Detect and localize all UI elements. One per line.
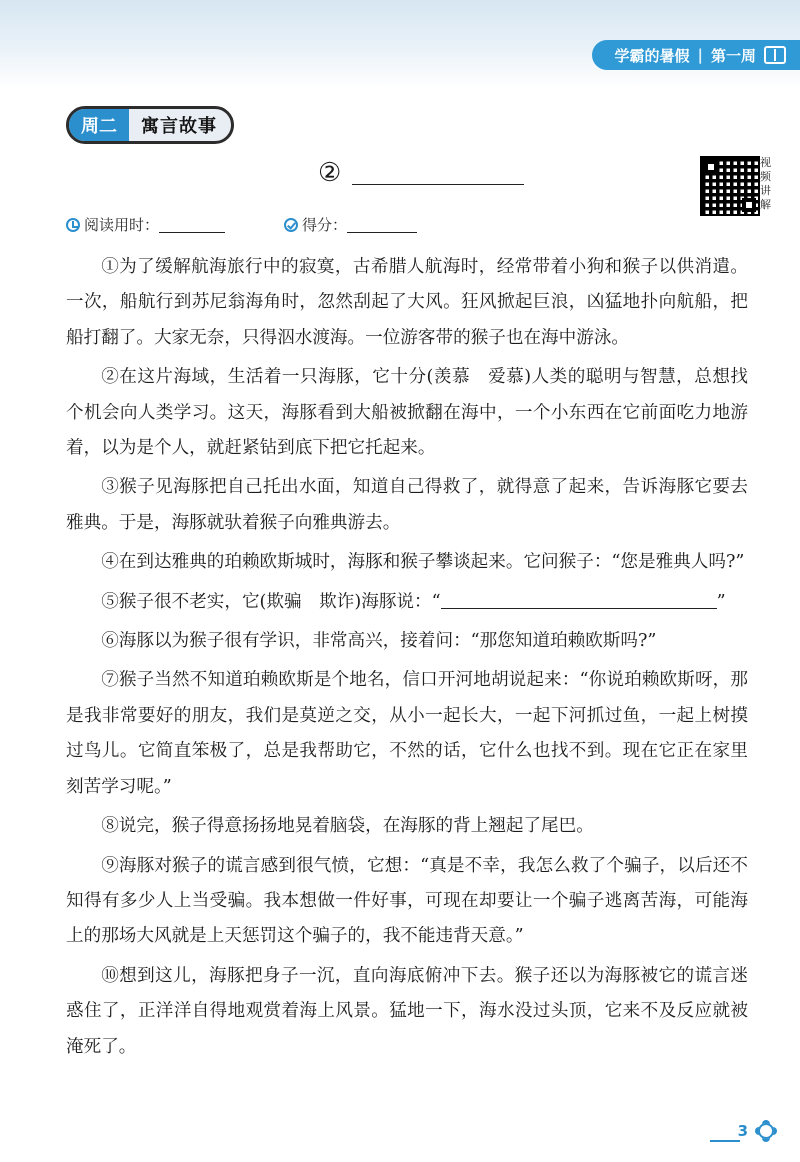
qr-caption-char: 视: [760, 156, 771, 169]
score-stat: [284, 214, 417, 235]
page-number-rule: [710, 1140, 740, 1142]
score-blank[interactable]: [347, 216, 417, 233]
sun-icon: [758, 1123, 774, 1139]
check-icon: [284, 218, 298, 232]
qr-caption-char: 频: [760, 170, 771, 183]
page-number: 3: [737, 1122, 748, 1140]
paragraph-10: ⑩想到这儿，海豚把身子一沉，直向海底俯冲下去。猴子还以为海豚被它的谎言迷惑住了，正洋洋自得地观赏着海上风景。猛地一下，海水没过头顶，它来不及反应就被淹死了。: [66, 965, 748, 1057]
qr-caption-char: 解: [760, 198, 771, 211]
qr-caption-char: 讲: [760, 184, 771, 197]
answer-blank[interactable]: [441, 590, 717, 609]
reading-time-label: 阅读用时：: [84, 216, 160, 234]
paragraph-3: ③猴子见海豚把自己托出水面，知道自己得救了，就得意了起来，告诉海豚它要去雅典。于是，海豚就驮着猴子向雅典游去。: [66, 477, 748, 533]
paragraph-5-text: ⑤猴子很不老实，它(欺骗 欺诈)海豚说：“: [101, 591, 441, 612]
reading-stats: [66, 214, 426, 236]
section-badge: [66, 106, 234, 144]
paragraph-9: ⑨海豚对猴子的谎言感到很气愤，它想：“真是不幸，我怎么救了个骗子，以后还不知得有多少人上当受骗。我本想做一件好事，可现在却要让一个骗子逃离苦海，可能海上的那场大风就是上天惩罚这个骗子的，我不能违背天意。”: [66, 855, 748, 947]
paragraph-1: ①为了缓解航海旅行中的寂寞，古希腊人航海时，经常带着小狗和猴子以供消遣。一次，船航行到苏尼翁海角时，忽然刮起了大风。狂风掀起巨浪，凶猛地扑向航船，把船打翻了。大家无奈，只得泅水渡海。一位游客带的猴子也在海中游泳。: [66, 257, 748, 348]
page-footer: [738, 1122, 774, 1140]
qr-code-icon[interactable]: [702, 158, 758, 214]
series-tag: [592, 40, 800, 70]
series-separator: |: [697, 46, 703, 64]
reading-time-blank[interactable]: [159, 216, 225, 233]
paragraph-5: [66, 585, 748, 620]
reading-time-stat: [66, 214, 225, 235]
score-label: 得分：: [302, 216, 348, 234]
story-body: [66, 250, 748, 1069]
story-title-blank[interactable]: [352, 184, 524, 185]
qr-caption: [760, 156, 776, 212]
paragraph-8: ⑧说完，猴子得意扬扬地晃着脑袋，在海豚的背上翘起了尾巴。: [101, 816, 594, 837]
topic-label: 寓言故事: [141, 116, 217, 137]
story-number: ②: [318, 158, 342, 188]
paragraph-7: ⑦猴子当然不知道珀赖欧斯是个地名，信口开河地胡说起来：“你说珀赖欧斯呀，那是我非常要好的朋友，我们是莫逆之交，从小一起长大，一起下河抓过鱼，一起上树摸过鸟儿。它简直笨极了，总是我帮助它，不然的话，它什么也找不到。现在它正在家里刻苦学习呢。”: [66, 670, 748, 797]
paragraph-5-close: ”: [716, 591, 726, 612]
series-title: 学霸的暑假: [614, 46, 690, 65]
paragraph-2: ②在这片海域，生活着一只海豚，它十分(羡慕 爱慕)人类的聪明与智慧，总想找个机会向人类学习。这天，海豚看到大船被掀翻在海中，一个小东西在它前面吃力地游着，以为是个人，就赶紧钻到底下把它托起来。: [66, 367, 748, 459]
week-label: 第一周: [710, 46, 756, 65]
paragraph-4: ④在到达雅典的珀赖欧斯城时，海豚和猴子攀谈起来。它问猴子：“您是雅典人吗?”: [101, 552, 745, 573]
book-icon: [764, 46, 786, 64]
paragraph-6: ⑥海豚以为猴子很有学识，非常高兴，接着问：“那您知道珀赖欧斯吗?”: [101, 631, 657, 652]
clock-icon: [66, 218, 80, 232]
day-label: 周二: [69, 109, 129, 141]
